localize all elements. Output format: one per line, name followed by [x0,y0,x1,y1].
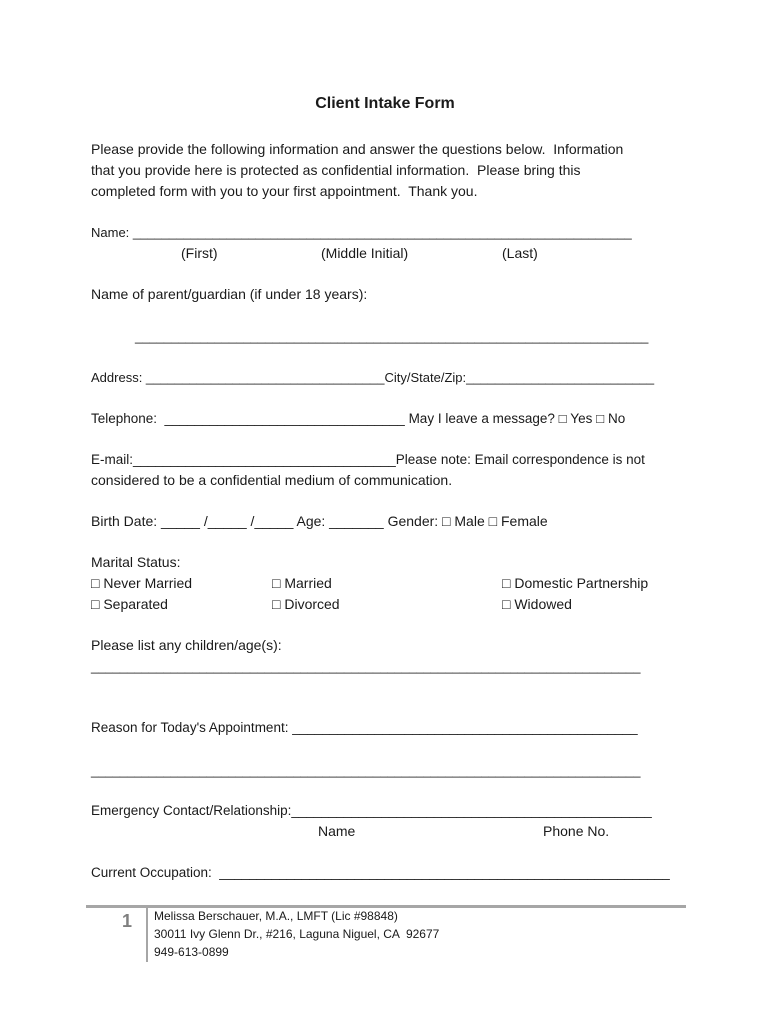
name-middle-caption: (Middle Initial) [321,245,409,261]
marital-domestic-partnership-checkbox[interactable]: □ Domestic Partnership [502,575,649,591]
emergency-name-caption: Name [318,823,356,839]
marital-status-label: Marital Status: [91,554,181,570]
parent-guardian-label: Name of parent/guardian (if under 18 years): [91,286,368,302]
form-title: Client Intake Form [315,95,455,112]
marital-widowed-checkbox[interactable]: □ Widowed [502,596,572,612]
name-field[interactable]: Name: _____________________________________________________________________ [91,225,632,240]
intro-line-1: Please provide the following information and answer the questions below. Information [91,141,624,157]
address-field[interactable]: Address: _________________________________City/State/Zip:__________________________ [91,370,655,385]
parent-guardian-field[interactable]: _______________________________________________________________________ [135,329,649,344]
page-number: 1 [122,911,133,931]
footer-divider [146,908,148,962]
marital-married-checkbox[interactable]: □ Married [272,575,332,591]
marital-divorced-checkbox[interactable]: □ Divorced [272,596,340,612]
occupation-field[interactable]: Current Occupation: ____________________________________________________________ [91,865,670,880]
footer-phone: 949-613-0899 [154,945,229,959]
telephone-field[interactable]: Telephone: ________________________________ May I leave a message? □ Yes □ No [91,411,626,426]
intro-line-2: that you provide here is protected as confidential information. Please bring this [91,162,581,178]
birth-age-gender-field[interactable]: Birth Date: _____ /_____ /_____ Age: _______ Gender: □ Male □ Female [91,513,548,529]
children-field[interactable]: ____________________________________________________________________________ [91,659,641,674]
intro-line-3: completed form with you to your first appointment. Thank you. [91,183,478,199]
footer-practitioner: Melissa Berschauer, M.A., LMFT (Lic #98848) [154,909,398,923]
name-last-caption: (Last) [502,245,538,261]
marital-separated-checkbox[interactable]: □ Separated [91,596,168,612]
emergency-contact-field[interactable]: Emergency Contact/Relationship:________________________________________________ [91,803,652,818]
reason-field-continued[interactable]: ____________________________________________________________________________ [91,763,641,778]
email-field[interactable]: E-mail:___________________________________Please note: Email correspondence is not [91,452,645,467]
footer-address: 30011 Ivy Glenn Dr., #216, Laguna Niguel, CA 92677 [154,927,440,941]
email-note: considered to be a confidential medium of communication. [91,472,453,488]
name-first-caption: (First) [181,245,218,261]
children-label: Please list any children/age(s): [91,637,282,653]
marital-never-married-checkbox[interactable]: □ Never Married [91,575,193,591]
emergency-phone-caption: Phone No. [543,823,610,839]
reason-field[interactable]: Reason for Today's Appointment: ______________________________________________ [91,720,638,735]
